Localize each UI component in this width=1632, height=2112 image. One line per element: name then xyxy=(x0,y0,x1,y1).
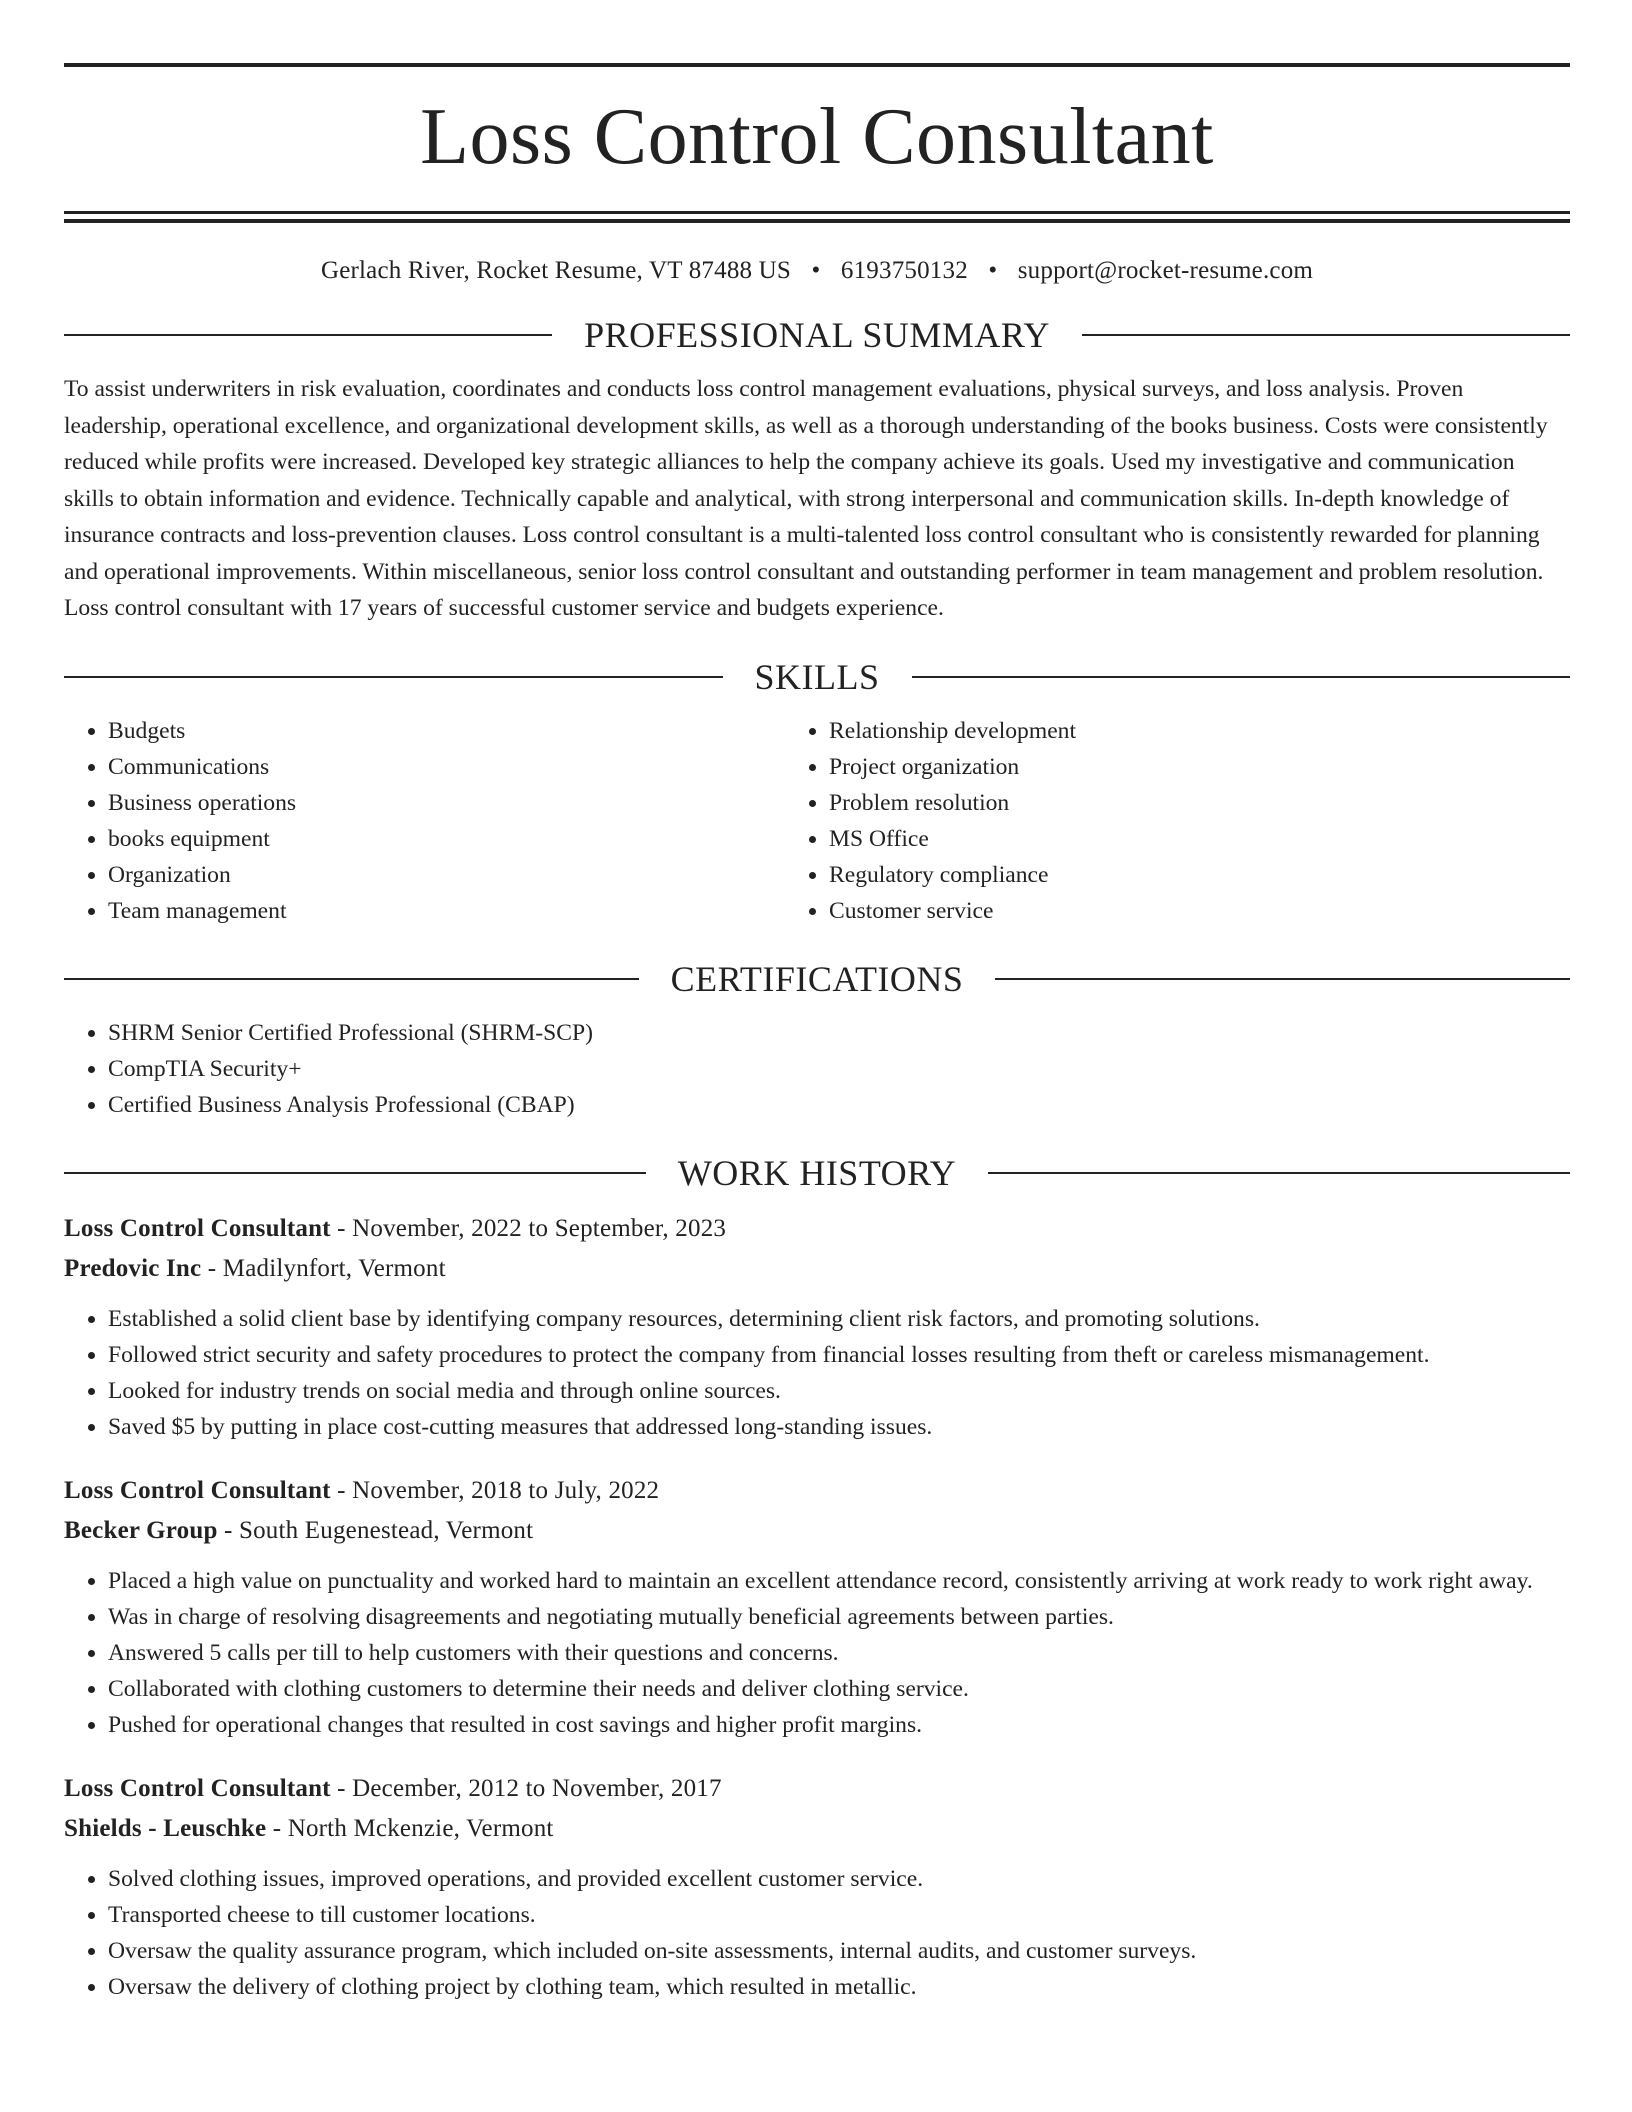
double-rule xyxy=(64,211,1570,223)
skill-item: • Team management xyxy=(108,893,785,929)
summary-section-title: PROFESSIONAL SUMMARY xyxy=(584,315,1050,355)
section-divider xyxy=(995,978,1570,980)
contact-line xyxy=(64,257,1570,285)
job-bullet: • Collaborated with clothing customers to determine their needs and deliver clothing service. xyxy=(108,1671,1570,1707)
skill-item: • Organization xyxy=(108,857,785,893)
section-divider xyxy=(64,1172,646,1174)
section-divider xyxy=(912,676,1571,678)
job-company: Becker Group xyxy=(64,1516,218,1544)
job-company: Shields - Leuschke xyxy=(64,1814,267,1842)
job-title: Loss Control Consultant xyxy=(64,1774,331,1802)
skills-section-header xyxy=(64,656,1570,697)
certification-item: • Certified Business Analysis Professional (CBAP) xyxy=(108,1087,1570,1123)
job-title: Loss Control Consultant xyxy=(64,1476,331,1504)
section-divider xyxy=(64,978,639,980)
certification-item: • CompTIA Security+ xyxy=(108,1051,1570,1087)
job-title: Loss Control Consultant xyxy=(64,1214,331,1242)
section-divider xyxy=(988,1172,1570,1174)
certifications-section-title: CERTIFICATIONS xyxy=(670,958,964,999)
job-location: - North Mckenzie, Vermont xyxy=(272,1814,554,1842)
skill-item: • Budgets xyxy=(108,713,785,749)
skills-grid xyxy=(64,713,1570,929)
skill-item: • Communications xyxy=(108,749,785,785)
job-bullet: • Established a solid client base by identifying company resources, determining client risk factors, and promoting solutions. xyxy=(108,1301,1570,1337)
job-company-line xyxy=(64,1809,1570,1849)
certifications-list xyxy=(64,1015,1570,1123)
contact-separator: • xyxy=(988,257,998,284)
section-divider xyxy=(64,676,723,678)
certification-item: • SHRM Senior Certified Professional (SHRM-SCP) xyxy=(108,1015,1570,1051)
job-bullet: • Placed a high value on punctuality and worked hard to maintain an excellent attendance record, consistently arriving at work ready to work right away. xyxy=(108,1563,1570,1599)
resume-name: Loss Control Consultant xyxy=(420,93,1214,181)
contact-phone: 6193750132 xyxy=(840,257,968,284)
skill-item: • books equipment xyxy=(108,821,785,857)
job-bullet: • Was in charge of resolving disagreements and negotiating mutually beneficial agreements between parties. xyxy=(108,1599,1570,1635)
job-title-line xyxy=(64,1209,1570,1249)
job-entry xyxy=(64,1471,1570,1743)
job-title-line xyxy=(64,1471,1570,1511)
job-entry xyxy=(64,1769,1570,2005)
summary-text: To assist underwriters in risk evaluation, coordinates and conducts loss control management evaluations, physical surveys, and loss analysis. Proven leadership, operational excellence, and organizational development skills, as well as a thorough understanding of the books business. Costs were consistently reduced while profits were increased. Developed key strategic alliances to help the company achieve its goals. Used my investigative and communication skills to obtain information and evidence. Technically capable and analytical, with strong interpersonal and communication skills. In-depth knowledge of insurance contracts and loss-prevention clauses. Loss control consultant is a multi-talented loss control consultant who is consistently rewarded for planning and operational improvements. Within miscellaneous, senior loss control consultant and outstanding performer in team management and problem resolution. Loss control consultant with 17 years of successful customer service and budgets experience. xyxy=(64,376,1548,621)
skill-item: • Business operations xyxy=(108,785,785,821)
job-bullets xyxy=(64,1563,1570,1743)
job-bullet: • Oversaw the delivery of clothing project by clothing team, which resulted in metallic. xyxy=(108,1969,1570,2005)
skill-item: • Customer service xyxy=(829,893,1570,929)
job-dates: - November, 2022 to September, 2023 xyxy=(337,1214,727,1242)
job-bullets xyxy=(64,1861,1570,2005)
skill-item: • Problem resolution xyxy=(829,785,1570,821)
job-company-line xyxy=(64,1511,1570,1551)
job-bullet: • Oversaw the quality assurance program, which included on-site assessments, internal audits, and customer surveys. xyxy=(108,1933,1570,1969)
skills-list-right xyxy=(785,713,1570,929)
skill-item: • MS Office xyxy=(829,821,1570,857)
job-bullet: • Followed strict security and safety procedures to protect the company from financial losses resulting from theft or careless mismanagement. xyxy=(108,1337,1570,1373)
certifications-section-header xyxy=(64,958,1570,999)
job-location: - Madilynfort, Vermont xyxy=(207,1254,446,1282)
top-rule xyxy=(64,63,1570,67)
job-bullet: • Saved $5 by putting in place cost-cutting measures that addressed long-standing issues. xyxy=(108,1409,1570,1445)
section-divider xyxy=(64,334,552,336)
resume-page xyxy=(64,0,1570,2005)
job-title-line xyxy=(64,1769,1570,1809)
job-company-line xyxy=(64,1249,1570,1289)
job-bullet: • Answered 5 calls per till to help customers with their questions and concerns. xyxy=(108,1635,1570,1671)
job-bullet: • Solved clothing issues, improved operations, and provided excellent customer service. xyxy=(108,1861,1570,1897)
work-section-title: WORK HISTORY xyxy=(677,1152,957,1193)
contact-email: support@rocket-resume.com xyxy=(1017,257,1314,284)
skill-item: • Project organization xyxy=(829,749,1570,785)
job-bullets xyxy=(64,1301,1570,1445)
contact-address: Gerlach River, Rocket Resume, VT 87488 US xyxy=(320,257,792,284)
summary-section-header xyxy=(64,317,1570,353)
job-bullet: • Transported cheese to till customer locations. xyxy=(108,1897,1570,1933)
job-dates: - December, 2012 to November, 2017 xyxy=(337,1774,722,1802)
job-bullet: • Looked for industry trends on social media and through online sources. xyxy=(108,1373,1570,1409)
skills-section-title: SKILLS xyxy=(754,656,880,697)
section-divider xyxy=(1082,334,1570,336)
skill-item: • Relationship development xyxy=(829,713,1570,749)
job-company: Predovic Inc xyxy=(64,1254,202,1282)
job-location: - South Eugenestead, Vermont xyxy=(224,1516,534,1544)
job-entry xyxy=(64,1209,1570,1445)
skill-item: • Regulatory compliance xyxy=(829,857,1570,893)
job-bullet: • Pushed for operational changes that resulted in cost savings and higher profit margins. xyxy=(108,1707,1570,1743)
job-dates: - November, 2018 to July, 2022 xyxy=(337,1476,660,1504)
skills-list-left xyxy=(64,713,785,929)
work-section-header xyxy=(64,1152,1570,1193)
contact-separator: • xyxy=(811,257,821,284)
